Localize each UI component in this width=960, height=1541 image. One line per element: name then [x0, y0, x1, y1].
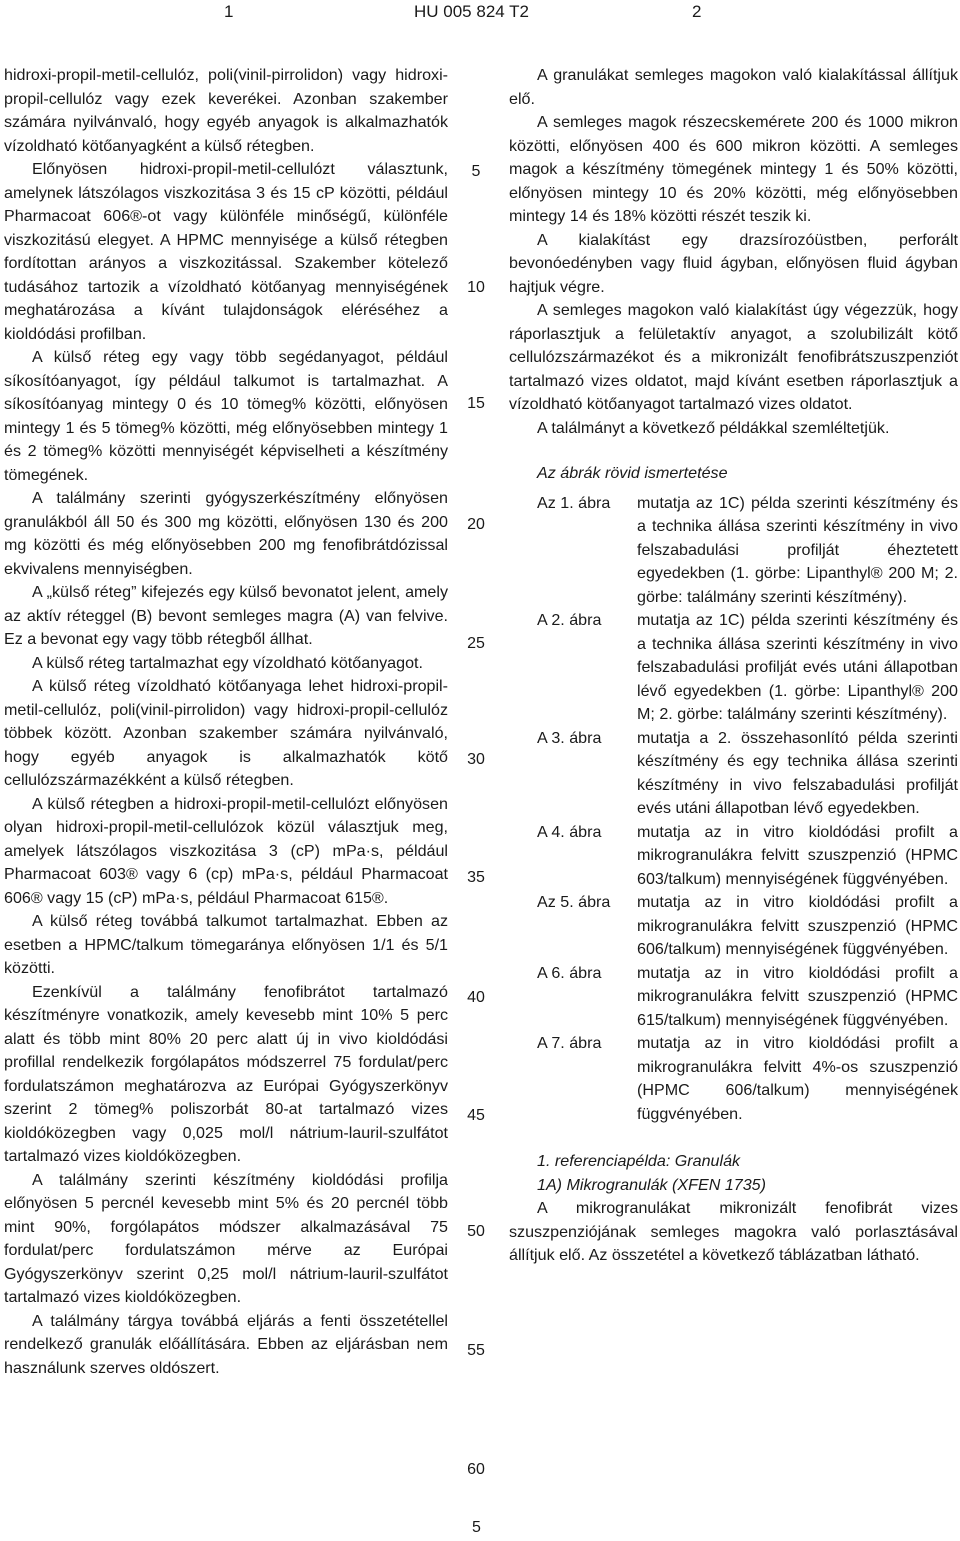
figure-label: A 2. ábra	[537, 611, 602, 629]
figures-caption: Az ábrák rövid ismertetése	[537, 464, 728, 482]
paragraph: A kialakítást egy drazsírozóüstben, perforált bevonóedényben vagy fluid ágyban, előnyösen fluid ágyban hajtjuk végre.	[509, 230, 958, 296]
line-number: 45	[467, 1107, 485, 1124]
paragraph: A találmány szerinti gyógyszerkészítmény előnyösen granulákból áll 50 és 300 mg közötti, előnyösen 130 és 200 mg közötti és még előnyösebben 200 mg fenofibrátdózissal ekvivalens mennyiségben.	[4, 489, 448, 578]
figure-description	[509, 821, 958, 892]
figure-label: Az 1. ábra	[537, 493, 611, 512]
figure-text: mutatja az in vitro kioldódási profilt a mikrogranulákra felvitt szuszpenzió (HPMC 603/talkum) mennyiségének függvényében.	[637, 822, 958, 888]
figure-description	[509, 891, 958, 962]
figure-description	[509, 727, 958, 821]
paragraph: A találmányt a következő példákkal szemléltetjük.	[537, 418, 890, 437]
line-number: 15	[467, 395, 485, 412]
line-number: 35	[467, 869, 485, 886]
right-page-number: 2	[692, 2, 702, 21]
line-number: 25	[467, 635, 485, 652]
line-number: 50	[467, 1223, 485, 1240]
figure-label: A 3. ábra	[537, 728, 602, 747]
patent-number: HU 005 824 T2	[414, 2, 529, 21]
paragraph: A találmány szerinti készítmény kioldódási profilja előnyösen 5 percnél kevesebb mint 5% és 20 percnél több mint 90%, forgólapátos módszer alkalmazásával 75 fordulat/perc fordulatszámon mérve az Európai Gyógyszerkönyv szerint 0,25 mol/l nátrium-lauril-szulfátot tartalmazó vizes kioldóközegben.	[4, 1170, 448, 1306]
figure-label: A 6. ábra	[537, 963, 602, 982]
paragraph: A találmány tárgya továbbá eljárás a fenti összetétellel rendelkező granulák előállítására. Ebben az eljárásban nem használunk szerves oldószert.	[4, 1311, 448, 1377]
figure-description	[509, 492, 958, 610]
example-title: 1. referenciapélda: Granulák	[537, 1152, 741, 1170]
paragraph: A granulákat semleges magokon való kialakítással állítjuk elő.	[509, 66, 958, 108]
paragraph: hidroxi-propil-metil-cellulóz, poli(vinil-pirrolidon) vagy hidroxi-propil-cellulóz vagy ezek keverékei. Azonban szakember számára nyilvánvaló, hogy egyéb anyagok is alkalmazhatók vízoldható kötőanyagként a külső rétegben.	[4, 66, 448, 155]
line-number: 5	[471, 163, 481, 180]
right-column	[509, 64, 958, 1268]
figure-label: A 4. ábra	[537, 822, 602, 841]
figure-text: mutatja az in vitro kioldódási profilt a mikrogranulákra felvitt 4%-os szuszpenzió (HPMC 606/talkum) mennyiségének függvényében.	[637, 1034, 958, 1123]
figure-text: mutatja az 1C) példa szerinti készítmény és a technika állása szerinti készítmény in vivo felszabadulási profilját evés utáni állapotban lévő egyedekben (1. görbe: Lipanthyl® 200 M; 2. görbe: találmány szerinti készítmény).	[637, 611, 958, 723]
line-number: 60	[467, 1461, 485, 1478]
left-column	[4, 64, 448, 1380]
paragraph: Ezenkívül a találmány fenofibrátot tartalmazó készítményre vonatkozik, amely kevesebb mint 10% 5 perc alatt és több mint 80% 20 perc alatt új in vivo kioldódási profillal rendelkezik forgólapátos módszerrel 75 fordulat/perc fordulatszámon meghatározva az Európai Gyógyszerkönyv szerint 2 tömeg% poliszorbát 80-at tartalmazó vizes kioldóközegben vagy 0,025 mol/l nátrium-lauril-szulfátot tartalmazó vizes kioldóközegben.	[4, 982, 448, 1165]
figure-text: mutatja a 2. összehasonlító példa szerinti készítmény és egy technika állása szerinti készítmény in vivo felszabadulási profilját evés utáni állapotban lévő egyedekben.	[637, 728, 958, 817]
figure-label: Az 5. ábra	[537, 893, 611, 911]
line-number: 20	[467, 516, 485, 533]
paragraph: A külső réteg tartalmazhat egy vízoldható kötőanyagot.	[32, 653, 423, 672]
line-number: 10	[467, 279, 485, 296]
left-page-number: 1	[224, 2, 234, 21]
figure-text: mutatja az in vitro kioldódási profilt a mikrogranulákra felvitt szuszpenzió (HPMC 606/talkum) mennyiségének függvényében.	[637, 893, 958, 958]
paragraph: A külső rétegben a hidroxi-propil-metil-cellulózt előnyösen olyan hidroxi-propil-metil-cellulózok közül választjuk meg, amelyek látszólagos viszkozitása 3 (cP) mPa·s, például Pharmacoat 603® vagy 6 (cp) mPa·s, például Pharmacoat 606® vagy 15 (cP) mPa·s, például Pharmacoat 615®.	[4, 794, 448, 907]
paragraph: A külső réteg vízoldható kötőanyaga lehet hidroxi-propil-metil-cellulóz, poli(vinil-pirrolidon) vagy hidroxi-propil-cellulóz többek között. Azonban szakember számára nyilvánvaló, hogy egyéb anyagok is alkalmazhatók kötő cellulózszármazékként a külső rétegben.	[4, 677, 448, 789]
paragraph: Előnyösen hidroxi-propil-metil-cellulózt választunk, amelynek látszólagos viszkozitása 3 és 15 cP közötti, például Pharmacoat 606®-ot vagy különféle minőségű, különféle viszkozitású elegyet. A HPMC mennyisége a külső rétegben fordítottan arányos a viszkozitással. Szakember kötelező tudásához tartozik a vízoldható kötőanyag mennyiségének meghatározása a kívánt tulajdonságok eléréséhez a kioldódási profilban.	[4, 160, 448, 343]
example-subtitle: 1A) Mikrogranulák (XFEN 1735)	[537, 1175, 766, 1194]
figure-text: mutatja az in vitro kioldódási profilt a mikrogranulákra felvitt szuszpenzió (HPMC 615/talkum) mennyiségének függvényében.	[637, 963, 958, 1029]
figure-description	[509, 609, 958, 727]
line-number: 55	[467, 1342, 485, 1359]
paragraph: A semleges magok részecskemérete 200 és 1000 mikron közötti, előnyösen 400 és 600 mikron közötti. A semleges magok a készítmény tömegének mintegy 1 és 50% közötti, előnyösen mintegy 10 és 20% közötti, még előnyösebben mintegy 14 és 18% közötti részét teszik ki.	[509, 113, 958, 225]
paragraph: A „külső réteg” kifejezés egy külső bevonatot jelent, amely az aktív réteggel (B) bevont semleges magra (A) van felvive. Ez a bevonat egy vagy több rétegből állhat.	[4, 583, 448, 648]
page-number: 5	[472, 1519, 481, 1536]
paragraph: A semleges magokon való kialakítást úgy végezzük, hogy ráporlasztjuk a felületaktív anyagot, a szolubilizált kötő cellulózszármazékot és a mikronizált fenofibrátszuszpenziót tartalmazó vizes oldatot, majd kívánt esetben ráporlasztjuk a vízoldható kötőanyagot tartalmazó vizes oldatot.	[509, 301, 958, 413]
figure-description	[509, 1032, 958, 1126]
figure-label: A 7. ábra	[537, 1034, 602, 1052]
figure-text: mutatja az 1C) példa szerinti készítmény és a technika állása szerinti készítmény in vivo felszabadulási profilját éheztetett egyedekben (1. görbe: Lipanthyl® 200 M; 2. görbe: találmány szerinti készítmény).	[637, 493, 958, 606]
line-number: 40	[467, 989, 485, 1006]
figure-description	[509, 962, 958, 1033]
example-text: A mikrogranulákat mikronizált fenofibrát vizes szuszpenziójának semleges magokra való porlasztásával állítjuk elő. Az összetétel a következő táblázatban látható.	[509, 1199, 958, 1264]
paragraph: A külső réteg egy vagy több segédanyagot, például síkosítóanyagot, így például talkumot is tartalmazhat. A síkosítóanyag mintegy 0 és 10 tömeg% közötti, előnyösen mintegy 1 és 5 tömeg% közötti, még előnyösebben mintegy 1 és 2 tömeg% közötti mennyiségét képviselheti a készítmény tömegének.	[4, 348, 448, 484]
paragraph: A külső réteg továbbá talkumot tartalmazhat. Ebben az esetben a HPMC/talkum tömegaránya előnyösen 1/1 és 5/1 közötti.	[4, 912, 448, 977]
line-number: 30	[467, 751, 485, 768]
